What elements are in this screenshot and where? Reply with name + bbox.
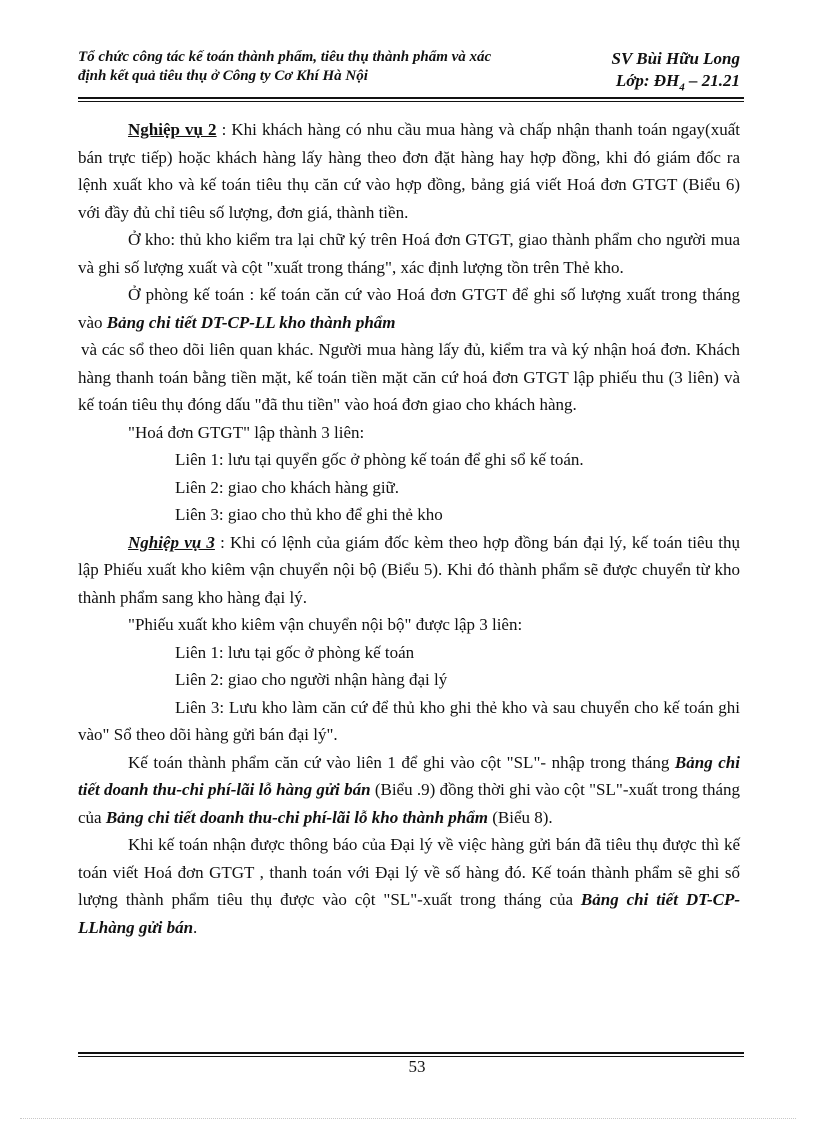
- paragraph-nghiep-vu-3: [78, 529, 740, 612]
- header-rule-thick: [78, 97, 744, 99]
- header-class-label: Lớp: ĐH: [615, 71, 680, 90]
- page-number: 53: [408, 1057, 426, 1076]
- paragraph-phong-ke-toan: [78, 281, 740, 336]
- phieu-xuat-lien-2: Liên 2: giao cho người nhận hàng đại lý: [175, 670, 448, 689]
- header-class-tail: – 21.21: [684, 71, 740, 90]
- header-title-line1: Tổ chức công tác kế toán thành phẩm, tiêu thụ thành phẩm và xác: [78, 49, 492, 65]
- header-title: [78, 48, 568, 86]
- footer-rule-thick: [78, 1052, 744, 1054]
- page-body: [78, 116, 740, 941]
- dai-ly-text-c: .: [193, 917, 198, 937]
- hoa-don-lien-2: Liên 2: giao cho khách hàng giữ.: [175, 477, 400, 497]
- dai-ly-bold-b: Bảng chi tiết DT-CP-LLhàng gửi bán: [78, 890, 740, 937]
- ktp-text-a: Kế toán thành phẩm căn cứ vào liên 1 để ghi vào cột "SL"- nhập trong tháng: [128, 752, 675, 772]
- header-title-line2: định kết quả tiêu thụ ở Công ty Cơ Khí Hà Nội: [78, 68, 368, 84]
- paragraph-o-kho: Ở kho: thủ kho kiểm tra lại chữ ký trên Hoá đơn GTGT, giao thành phẩm cho người mua và ghi số lượng xuất và cột "xuất trong tháng", xác định lượng tồn trên Thẻ kho.: [78, 230, 740, 277]
- phieu-xuat-lien-1: Liên 1: lưu tại gốc ở phòng kế toán: [175, 642, 415, 662]
- paragraph-phieu-xuat-lien: "Phiếu xuất kho kiêm vận chuyển nội bộ" được lập 3 liên:: [128, 615, 523, 634]
- ktp-bold-b: Bảng chi tiết doanh thu-chi phí-lãi lỗ hàng gửi bán: [78, 752, 740, 799]
- paragraph-so-theo-doi: và các sổ theo dõi liên quan khác. Người mua hàng lấy đủ, kiểm tra và ký nhận hoá đơn. Khách hàng thanh toán bằng tiền mặt, kế toán tiền mặt căn cứ hoá đơn GTGT lập phiếu thu (3 liên) và kế toán tiêu thụ đóng dấu "đã thu tiền" vào hoá đơn giao cho khách hàng.: [78, 340, 740, 414]
- paragraph-ke-toan-thanh-pham: [78, 749, 740, 832]
- phong-ke-toan-text: Ở phòng kế toán : kế toán căn cứ vào Hoá đơn GTGT để ghi số lượng xuất trong tháng vào: [78, 285, 740, 332]
- header-author-block: [570, 48, 740, 98]
- nghiep-vu-3-text: : Khi có lệnh của giám đốc kèm theo hợp đồng bán đại lý, kế toán tiêu thụ lập Phiếu xuất kho kiêm vận chuyển nội bộ (Biểu 5). Khi đó thành phẩm sẽ được chuyển từ kho thành phẩm sang kho hàng đại lý.: [78, 532, 740, 607]
- ktp-bold-d: Bảng chi tiết doanh thu-chi phí-lãi lỗ kho thành phẩm: [105, 807, 488, 827]
- header-class: [570, 70, 740, 98]
- nghiep-vu-2-label: Nghiệp vụ 2: [128, 120, 217, 139]
- paragraph-nghiep-vu-2: [78, 116, 740, 226]
- header-class-sub: 4: [679, 81, 685, 94]
- page-header: [78, 48, 744, 98]
- page-edge-dotted-line: [20, 1118, 796, 1119]
- paragraph-dai-ly: [78, 831, 740, 941]
- nghiep-vu-2-text: : Khi khách hàng có nhu cầu mua hàng và chấp nhận thanh toán ngay(xuất bán trực tiếp) hoặc khách hàng lấy hàng theo đơn đặt hàng hay hợp đồng, khi đó giám đốc ra lệnh xuất kho và kế toán tiêu thụ căn cứ vào hợp đồng, bảng giá viết Hoá đơn GTGT (Biểu 6) với đầy đủ chỉ tiêu số lượng, đơn giá, thành tiền.: [78, 120, 740, 222]
- hoa-don-lien-3: Liên 3: giao cho thủ kho để ghi thẻ kho: [175, 505, 443, 524]
- header-rule-thin: [78, 101, 744, 102]
- nghiep-vu-3-label: Nghiệp vụ 3: [128, 532, 215, 552]
- header-author: SV Bùi Hữu Long: [611, 49, 740, 68]
- ktp-text-e: (Biểu 8).: [487, 807, 553, 827]
- phieu-xuat-lien-3: Liên 3: Lưu kho làm căn cứ để thủ kho ghi thẻ kho và sau chuyển cho kế toán ghi vào" Sổ theo dõi hàng gửi bán đại lý".: [78, 697, 740, 744]
- ktp-text-c: (Biểu .9) đồng thời ghi vào cột "SL"-xuất trong tháng của: [78, 780, 740, 827]
- phong-ke-toan-bold: Bảng chi tiết DT-CP-LL kho thành phẩm: [106, 312, 396, 332]
- paragraph-hoa-don-lien: "Hoá đơn GTGT" lập thành 3 liên:: [128, 422, 365, 442]
- hoa-don-lien-1: Liên 1: lưu tại quyển gốc ở phòng kế toán để ghi sổ kế toán.: [175, 450, 584, 469]
- dai-ly-text-a: Khi kế toán nhận được thông báo của Đại lý về việc hàng gửi bán đã tiêu thụ được thì kế toán viết Hoá đơn GTGT , thanh toán với Đại lý về số hàng đó. Kế toán thành phẩm sẽ ghi số lượng thành phẩm tiêu thụ được vào cột "SL"-xuất trong tháng của: [78, 835, 740, 909]
